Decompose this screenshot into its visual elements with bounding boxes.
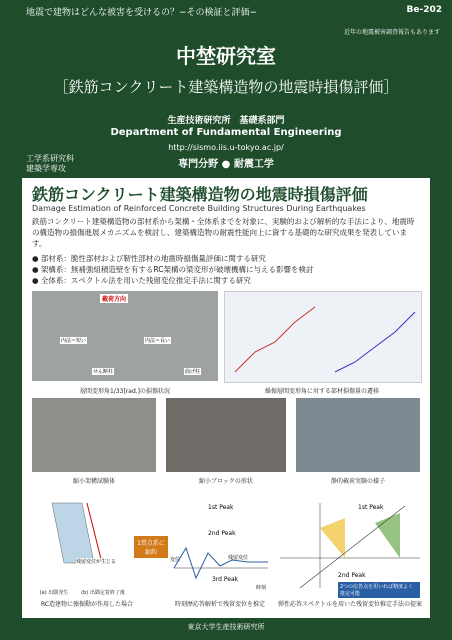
damage-photo — [32, 291, 218, 381]
lab-theme: ［鉄筋コンクリート建築構造物の地震時損傷評価］ — [53, 78, 399, 96]
spectrum-2nd-peak: 2nd Peak — [338, 572, 366, 579]
spectrum-method-graph — [280, 498, 420, 594]
time-history-diagram — [168, 498, 272, 596]
figure-3-caption: 縮小架構試験体 — [72, 478, 115, 485]
label-short-span: 内法＝短い — [61, 338, 87, 344]
content-description: 鉄筋コンクリート建築構造物の部材系から架構・全体系までを対象に、実験的および解析的な手法により、地震時の構造物の損傷進展メカニズムを検討し、建築構造物の耐震性能向上に資する基礎的な研究成果を発表しています。 — [32, 217, 415, 248]
spectrum-method-diagram — [280, 498, 420, 596]
residual-label: 残留変位が生じる — [76, 559, 117, 565]
figure-6-caption-a: (a) 出隅発生 — [39, 590, 69, 596]
affiliation-2: 建築学専攻 — [26, 164, 66, 173]
institute: 生産技術研究所 基礎系部門 — [167, 116, 285, 126]
spectrum-1st-peak: 1st Peak — [358, 504, 384, 511]
building-sway-diagram — [32, 498, 130, 596]
time-history-2nd-peak: 2nd Peak — [208, 530, 236, 537]
block-shape-photo — [166, 398, 286, 472]
footer: 東京大学生産技術研究所 — [187, 623, 265, 631]
frame-specimen-photo — [32, 398, 156, 472]
figure-6-caption: RC造建物に強振動が作用した場合 — [40, 601, 134, 608]
report-note: 近年の地震被害調査報告もあります — [343, 29, 440, 36]
series-title: 地震で建物はどんな被害を受けるの？−その検証と評価− — [26, 8, 258, 18]
figure-2-caption: 繰振層間変形角に対する部材損傷量の遷移 — [264, 388, 379, 395]
bullet-3: ● 全体系：スペクトル法を用いた残留変位推定手法に関する研究 — [32, 276, 251, 285]
figure-5-caption: 静的載荷実験の様子 — [330, 478, 385, 485]
affiliation-1: 工学系研究科 — [26, 154, 74, 163]
figure-7-caption: 時刻歴応答解析で残留変位を推定 — [174, 601, 265, 608]
static-loading-photo — [296, 398, 420, 472]
displacement-label: 変位 — [170, 557, 181, 563]
figure-4-caption: 縮小ブロックの形状 — [199, 478, 253, 485]
content-title: 鉄筋コンクリート建築構造物の地震時損傷評価 — [32, 185, 368, 204]
poster-code: Be-202 — [406, 5, 442, 15]
label-shear-column: せん断柱 — [93, 369, 114, 375]
two-response-badge: 2つの応答点を用いれば精度よく推定可能 — [338, 582, 420, 598]
bullet-1: ● 部材系：脆性部材および靭性部材の地震時損傷量評価に関する研究 — [32, 254, 266, 263]
time-history-3rd-peak: 3rd Peak — [212, 576, 239, 583]
time-label: 時刻 — [256, 585, 267, 591]
figure-8-caption: 弾性応答スペクトルを用いた残留変位推定手法の提案 — [278, 601, 423, 608]
load-direction-label: 載荷方向 — [102, 296, 127, 303]
label-flexural-column: 曲げ柱 — [185, 369, 201, 375]
lab-name: 中埜研究室 — [176, 44, 276, 68]
bullet-2: ● 架構系：無補強組積造壁を有するRC架構の梁変形が破壊機構に与える影響を検討 — [32, 265, 314, 274]
label-long-span: 内法＝長い — [145, 338, 171, 344]
sdof-badge: 1質点系に縮約 — [134, 536, 168, 558]
damage-transition-graph — [225, 292, 421, 382]
lab-url[interactable]: http://sismo.iis.u-tokyo.ac.jp/ — [168, 143, 284, 152]
figure-6-caption-b: (b) 出隅定着終了後 — [81, 590, 125, 596]
figure-1-caption: 層間変形角1/33[rad.]の損傷状況 — [79, 388, 170, 395]
content-subtitle: Damage Estimation of Reinforced Concrete Building Structures During Earthquakes — [32, 204, 366, 213]
residual-displacement-label: 残留変位 — [228, 555, 249, 561]
damage-transition-plots — [224, 291, 422, 383]
department: Department of Fundamental Engineering — [110, 127, 342, 138]
specialty-field: 専門分野 ● 耐震工学 — [178, 159, 274, 170]
time-history-1st-peak: 1st Peak — [208, 504, 234, 511]
